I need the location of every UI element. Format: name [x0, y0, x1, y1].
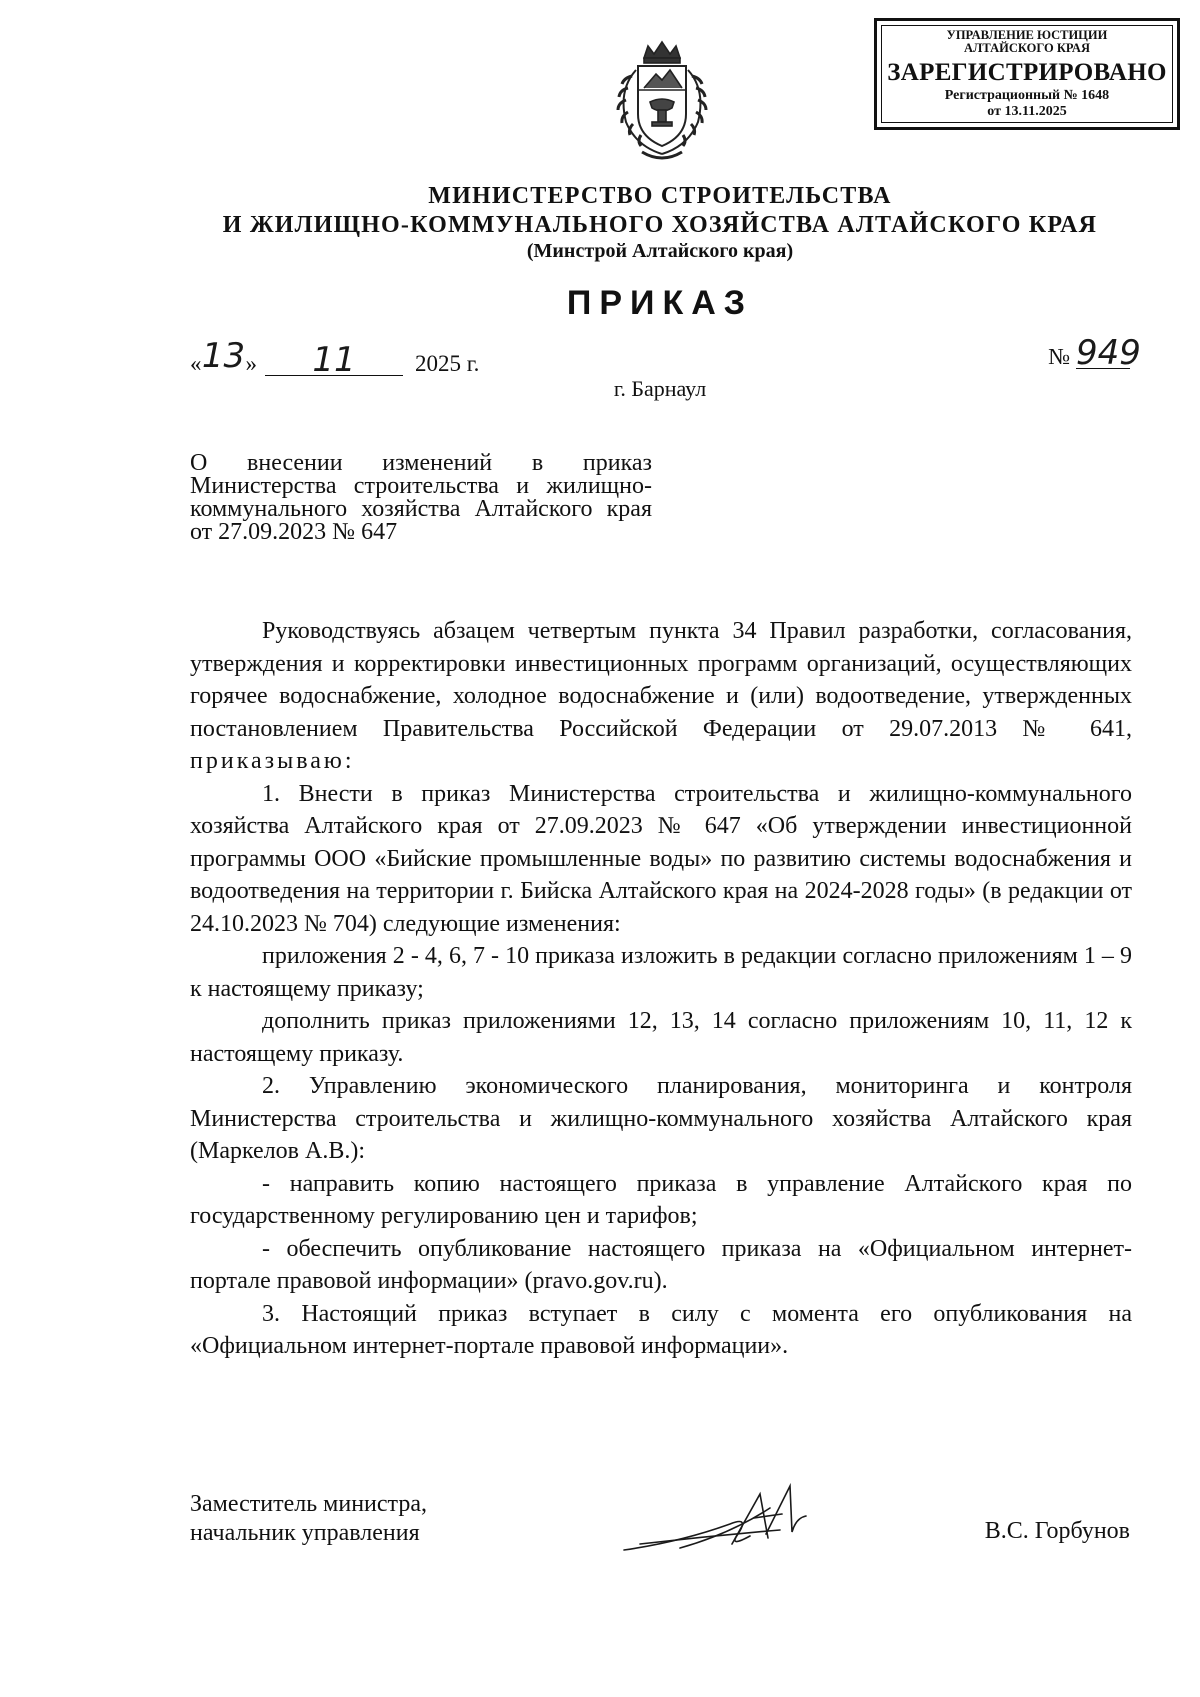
signatory-position — [190, 1490, 427, 1548]
item-2-paragraph: 2. Управлению экономического планирования, мониторинга и контроля Министерства строительства и жилищно-коммунального хозяйства Алтайского края (Маркелов А.В.): — [190, 1073, 1132, 1164]
stamp-org-line1: УПРАВЛЕНИЕ ЮСТИЦИИ — [946, 28, 1108, 42]
stamp-reg-date: от 13.11.2025 — [987, 104, 1067, 119]
handwritten-signature-icon — [620, 1478, 820, 1558]
date-year: 2025 г. — [415, 351, 480, 376]
signatory-name: В.С. Горбунов — [984, 1518, 1130, 1544]
item-1-b-paragraph: дополнить приказ приложениями 12, 13, 14 согласно приложениям 10, 11, 12 к настоящему приказу. — [190, 1008, 1132, 1067]
date-quote-open: « — [190, 351, 202, 376]
ministry-short-name: (Минстрой Алтайского края) — [526, 240, 794, 262]
ministry-name-line2: И ЖИЛИЩНО-КОММУНАЛЬНОГО ХОЗЯЙСТВА АЛТАЙСКОГО КРАЯ — [222, 212, 1098, 238]
order-word: приказываю: — [190, 748, 355, 774]
document-type: ПРИКАЗ — [566, 284, 754, 322]
city: г. Барнаул — [613, 376, 707, 401]
number-sign: № — [1048, 344, 1071, 369]
preamble-paragraph — [190, 615, 1132, 778]
item-2-b-paragraph: - обеспечить опубликование настоящего приказа на «Официальном интернет-портале правовой информации» (pravo.gov.ru). — [190, 1235, 1132, 1294]
item-3-paragraph: 3. Настоящий приказ вступает в силу с момента его опубликования на «Официальном интернет-портале правовой информации». — [190, 1300, 1132, 1359]
stamp-inner-frame — [881, 25, 1173, 123]
coat-of-arms-icon — [596, 40, 728, 168]
position-line2: начальник управления — [190, 1520, 420, 1546]
document-number — [1048, 333, 1141, 373]
stamp-org-line2: АЛТАЙСКОГО КРАЯ — [964, 41, 1090, 55]
document-body — [190, 615, 1132, 1363]
item-1-a-paragraph: приложения 2 - 4, 6, 7 - 10 приказа изложить в редакции согласно приложениям 1 – 9 к настоящему приказу; — [190, 943, 1132, 1002]
document-date — [190, 336, 480, 380]
stamp-reg-number: Регистрационный № 1648 — [944, 88, 1110, 103]
date-quote-close: » — [245, 351, 257, 376]
position-line1: Заместитель министра, — [190, 1491, 427, 1517]
document-subject: О внесении изменений в приказ Министерства строительства и жилищно-коммунального хозяйства Алтайского края от 27.09.2023 № 647 — [190, 450, 652, 545]
date-day: 13 — [201, 336, 246, 376]
stamp-status: ЗАРЕГИСТРИРОВАНО — [887, 59, 1167, 86]
registration-stamp — [874, 18, 1180, 130]
number-value: 949 — [1076, 333, 1141, 373]
item-1-paragraph: 1. Внести в приказ Министерства строительства и жилищно-коммунального хозяйства Алтайского края от 27.09.2023 № 647 «Об утверждении инвестиционной программы ООО «Бийские промышленные воды» по развитию системы водоснабжения и водоотведения на территории г. Бийска Алтайского края на 2024-2028 годы» (в редакции от 24.10.2023 № 704) следующие изменения: — [190, 780, 1132, 937]
preamble-text: Руководствуясь абзацем четвертым пункта 34 Правил разработки, согласования, утверждения и корректировки инвестиционных программ организаций, осуществляющих горячее водоснабжение, холодное водоснабжение и (или) водоотведение, утвержденных постановлением Правительства Российской Федерации от 29.07.2013 № 641, — [190, 618, 1132, 742]
item-2-a-paragraph: - направить копию настоящего приказа в управление Алтайского края по государственному регулированию цен и тарифов; — [190, 1170, 1132, 1229]
date-month: 11 — [265, 345, 403, 376]
ministry-name-line1: МИНИСТЕРСТВО СТРОИТЕЛЬСТВА — [428, 183, 892, 209]
